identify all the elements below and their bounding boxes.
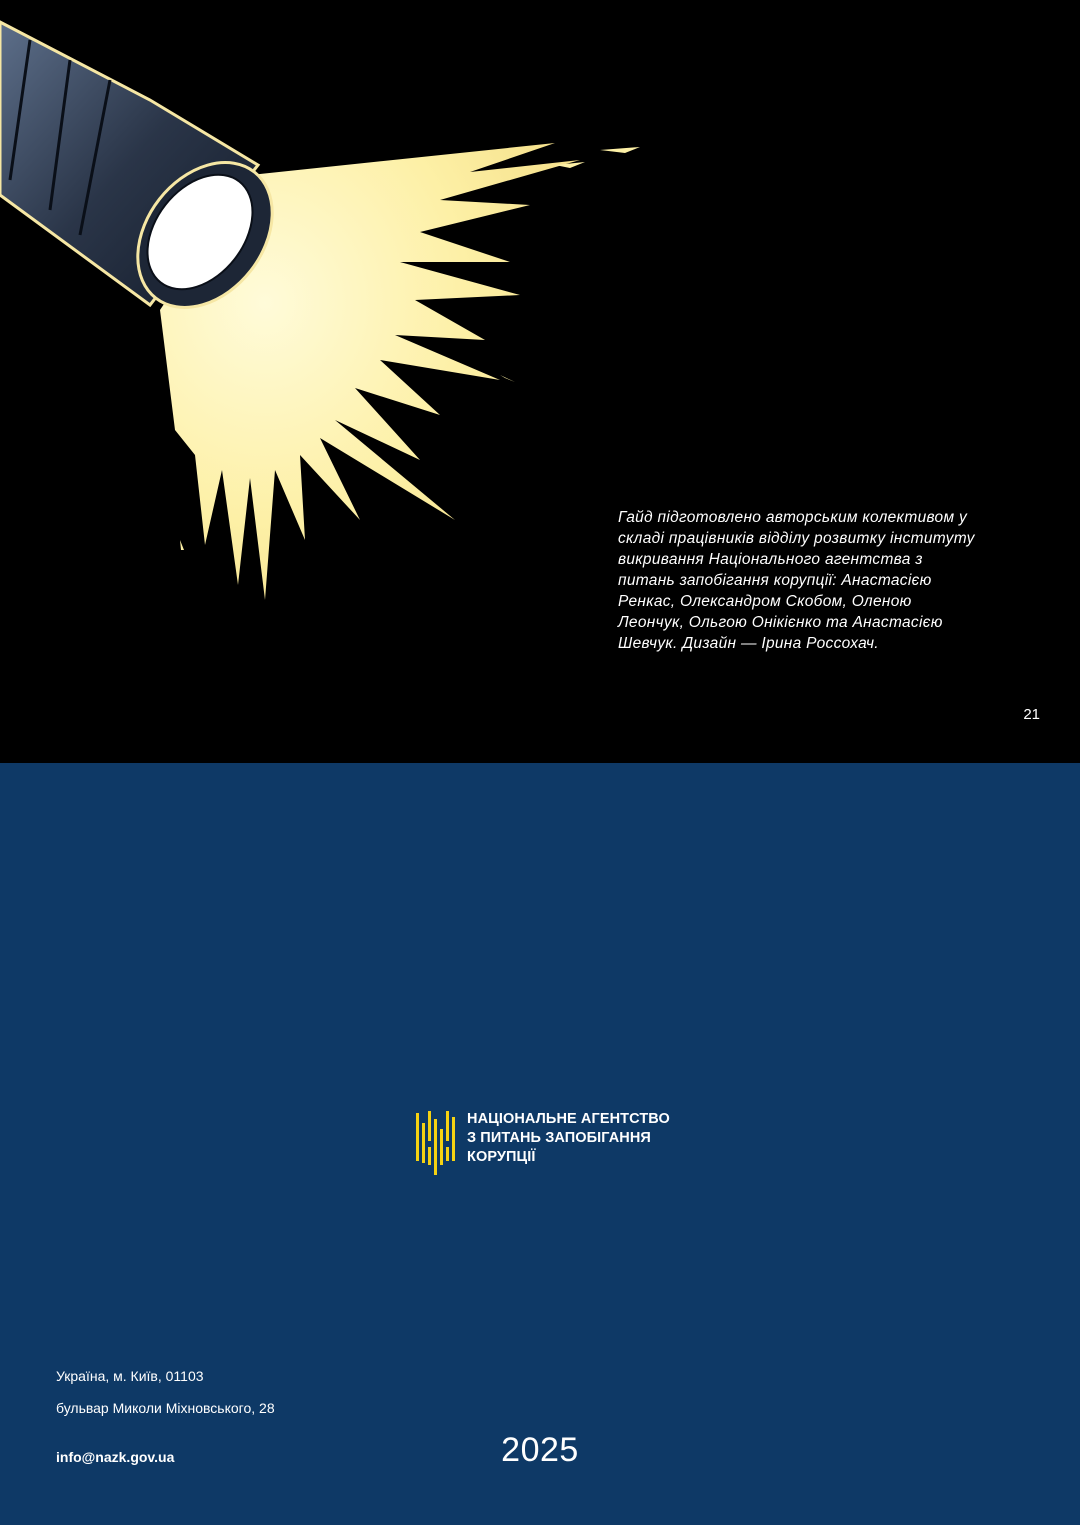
agency-name	[467, 1109, 687, 1167]
address-street: бульвар Миколи Міхновського, 28	[56, 1400, 275, 1416]
credits-text	[618, 507, 998, 654]
credits-line: викривання Національного агентства з	[618, 551, 923, 568]
agency-name-line: З ПИТАНЬ ЗАПОБІГАННЯ	[467, 1130, 651, 1146]
page-number: 21	[1023, 706, 1040, 723]
agency-name-line: НАЦІОНАЛЬНЕ АГЕНТСТВО	[467, 1111, 670, 1127]
back-cover-section	[0, 763, 1080, 1525]
nazk-logo-icon	[414, 1109, 460, 1175]
credits-line: Шевчук. Дизайн — Ірина Россохач.	[618, 635, 879, 652]
address-city: Україна, м. Київ, 01103	[56, 1368, 204, 1384]
credits-line: Гайд підготовлено авторським колективом у	[618, 509, 968, 526]
year: 2025	[501, 1431, 579, 1469]
credits-line: Ренкас, Олександром Скобом, Оленою	[618, 593, 912, 610]
credits-line: питань запобігання корупції: Анастасією	[618, 572, 932, 589]
agency-name-line: КОРУПЦІЇ	[467, 1149, 536, 1165]
nazk-logo	[414, 1109, 687, 1175]
email-link[interactable]: info@nazk.gov.ua	[56, 1449, 175, 1465]
credits-line: Леончук, Ольгою Онікієнко та Анастасією	[618, 614, 943, 631]
credits-line: складі працівників відділу розвитку інституту	[618, 530, 975, 547]
